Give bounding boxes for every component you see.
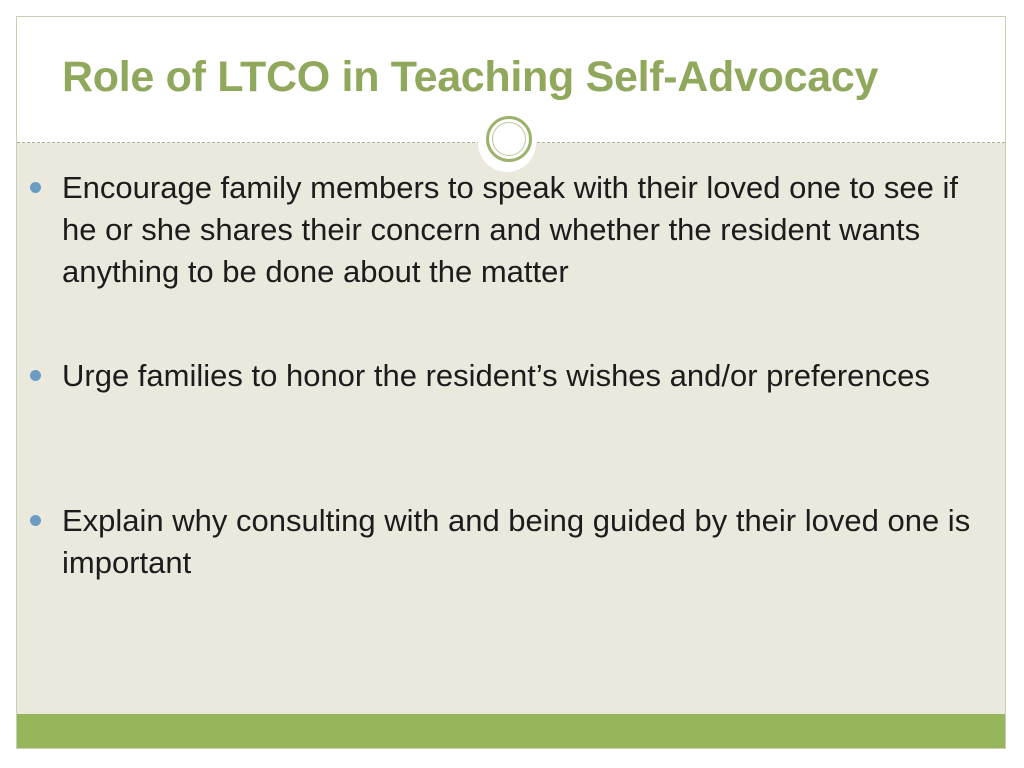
bullet-text: Explain why consulting with and being guided by their loved one is important [62,503,971,580]
slide-title: Role of LTCO in Teaching Self-Advocacy [62,53,879,101]
bullet-text: Urge families to honor the resident’s wishes and/or preferences [62,358,930,393]
bullet-dot-icon [30,182,41,193]
circle-ornament-icon [486,116,532,162]
bullet-text: Encourage family members to speak with their loved one to see if he or she shares their concern and whether the resident wants anything to be done about the matter [62,170,959,289]
footer-bar [17,714,1005,748]
circle-ornament-inner [492,122,526,156]
slide [16,16,1006,749]
bullet-dot-icon [30,515,41,526]
bullet-dot-icon [30,370,41,381]
